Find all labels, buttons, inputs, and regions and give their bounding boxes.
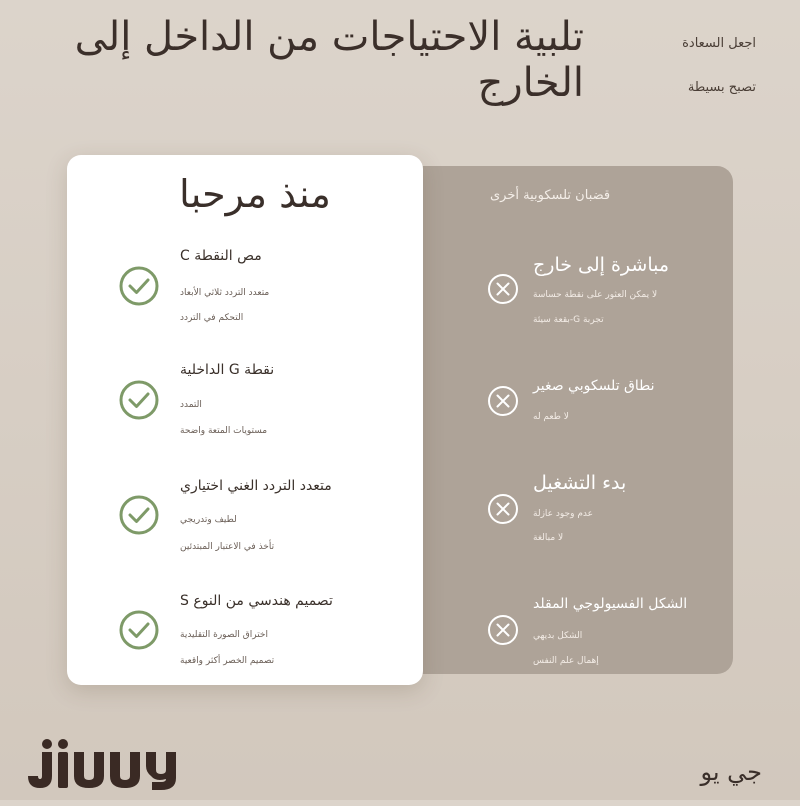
feature-title: نقطة G الداخلية [180, 362, 275, 378]
check-icon [119, 266, 159, 306]
feature-detail: لا يمكن العثور على نقطة حساسة [533, 290, 658, 300]
tagline-happiness: اجعل السعادة [682, 36, 756, 51]
feature-detail: اختراق الصورة التقليدية [180, 630, 268, 640]
product-panel-title: منذ مرحبا [179, 172, 331, 216]
cross-icon [487, 493, 519, 525]
check-icon [119, 610, 159, 650]
feature-title: بدء التشغيل [533, 472, 627, 494]
feature-title: مباشرة إلى خارج [533, 254, 670, 276]
cross-icon [487, 385, 519, 417]
feature-detail: تجربة G-بقعة سيئة [533, 315, 604, 325]
feature-detail: تأخذ في الاعتبار المبتدئين [180, 542, 275, 552]
page-title: تلبية الاحتياجات من الداخل إلى الخارج [74, 14, 584, 106]
feature-detail: عدم وجود عازلة [533, 509, 593, 519]
feature-title: متعدد التردد الغني اختياري [180, 478, 332, 494]
feature-detail: التمدد [180, 400, 202, 410]
tagline-simple: تصبح بسيطة [687, 80, 756, 95]
competitor-panel-title: قضبان تلسكوبية أخرى [490, 188, 611, 203]
feature-title: تصميم هندسي من النوع S [180, 593, 333, 609]
brand-logo [26, 736, 191, 806]
feature-title: مص النقطة C [180, 248, 262, 264]
feature-title: نطاق تلسكوبي صغير [533, 378, 655, 394]
feature-title: الشكل الفسيولوجي المقلد [533, 596, 688, 612]
cross-icon [487, 273, 519, 305]
cross-icon [487, 614, 519, 646]
feature-detail: إهمال علم النفس [533, 656, 599, 666]
feature-detail: لا مبالغة [533, 533, 564, 543]
feature-detail: لطيف وتدريجي [180, 515, 237, 525]
feature-detail: الشكل بديهي [533, 631, 583, 641]
jiuuy-logo-mark [26, 736, 191, 792]
feature-detail: تصميم الخصر أكثر واقعية [180, 656, 275, 666]
feature-detail: لا طعم له [533, 412, 569, 422]
brand-name-arabic: جي يو [700, 758, 762, 786]
feature-detail: متعدد التردد ثلاثي الأبعاد [180, 288, 270, 298]
feature-detail: التحكم في التردد [180, 313, 244, 323]
feature-detail: مستويات المتعة واضحة [180, 426, 268, 436]
check-icon [119, 495, 159, 535]
check-icon [119, 380, 159, 420]
